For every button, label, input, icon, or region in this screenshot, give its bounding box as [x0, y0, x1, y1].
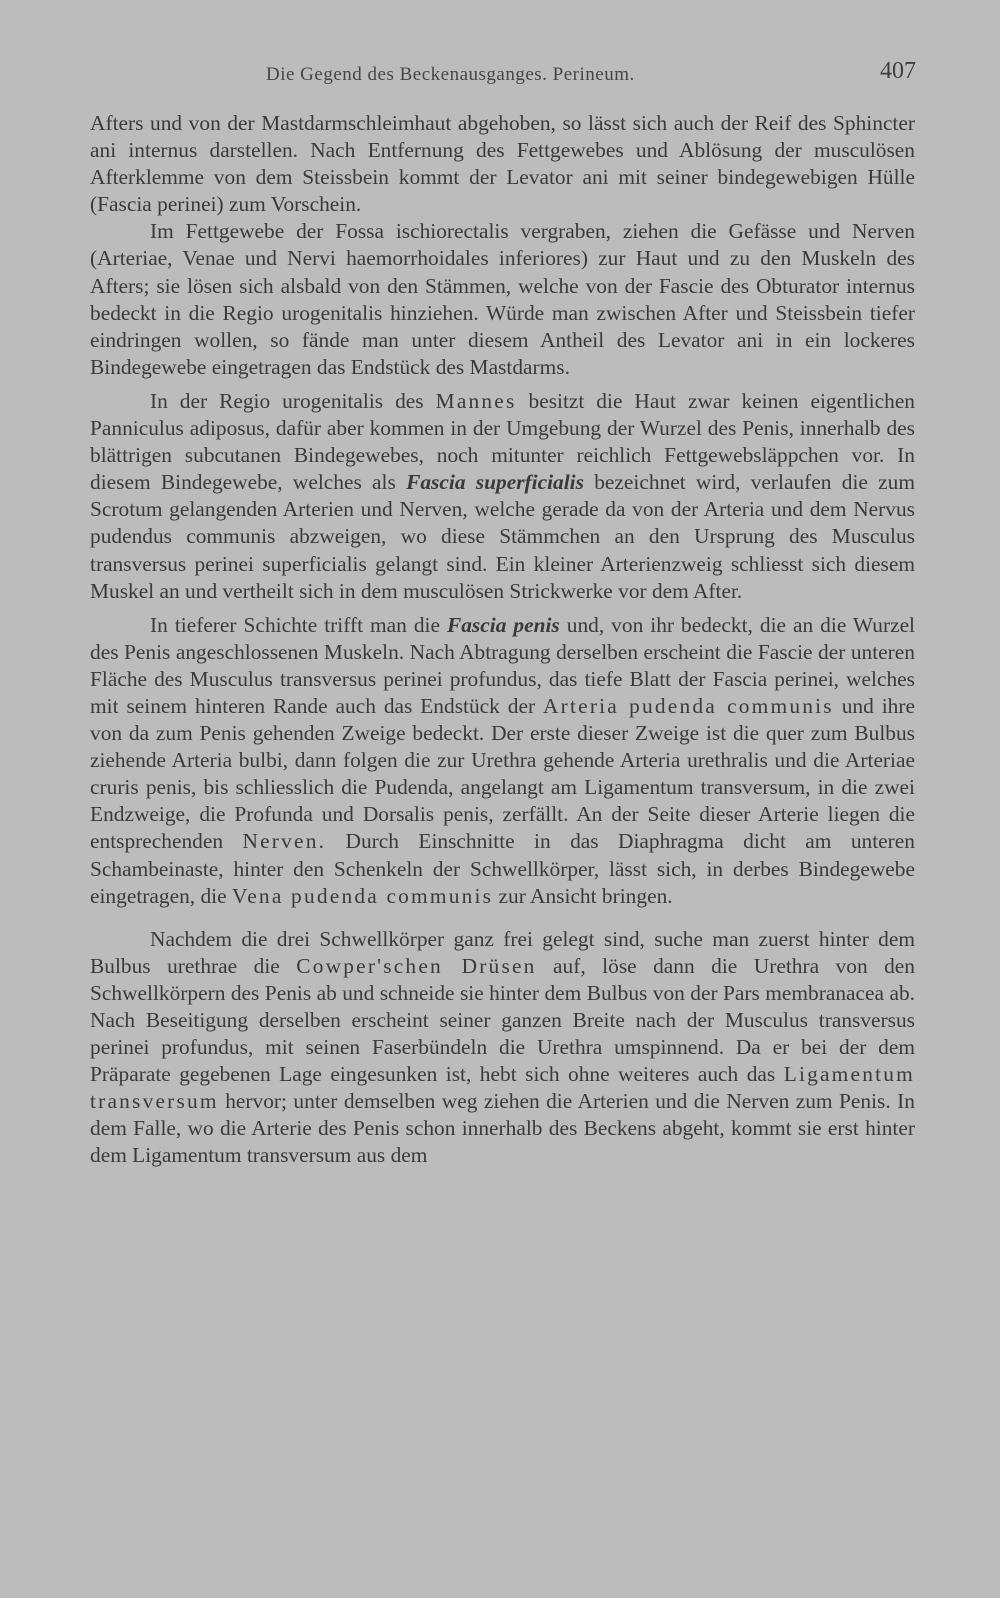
paragraph-3	[90, 388, 915, 605]
text-run: In tieferer Schichte trifft man die	[150, 612, 447, 637]
text-run: Nachdem die drei Schwellkörper ganz frei gelegt sind, suche man zuerst hinter dem Bulbus urethrae die	[90, 926, 915, 978]
text-run: auf, löse dann die Urethra von den Schwellkörpern des Penis ab und schneide sie hinter dem Bulbus von der Pars membranacea ab. Nach Beseitigung derselben erscheint seiner ganzen Breite nach der Musculus transversus perinei profundus, mit seinen Faserbündeln die Urethra umspinnend. Da er bei der dem Präparate gegebenen Lage eingesunken ist, hebt sich ohne weiteres auch das	[90, 953, 915, 1087]
text-run: und ihre von da zum Penis gehenden Zweige bedeckt. Der erste dieser Zweige ist die quer zum Bulbus ziehende Arteria bulbi, dann folgen die zur Urethra gehende Arteria urethralis und die Arteriae cruris penis, bis schliesslich die Pudenda, angelangt am Ligamentum transversum, in die zwei Endzweige, die Profunda und Dorsalis penis, zerfällt. An der Seite dieser Arterie liegen die entsprechenden	[90, 693, 915, 854]
spaced-term: Nerven.	[242, 829, 327, 854]
spaced-term: Mannes	[435, 388, 517, 413]
text-run: bezeichnet wird, verlaufen die zum Scrotum gelangenden Arterien und Nerven, welche gerade da von der Arteria und dem Nervus pudendus communis abzweigen, wo diese Stämmchen an den Ursprung des Musculus transversus perinei superficialis gelangt sind. Ein kleiner Arterienzweig schliesst sich diesem Muskel an und vertheilt sich in dem musculösen Strickwerke vor dem After.	[90, 470, 915, 603]
emphasized-term: Fascia superficialis	[406, 470, 584, 495]
spaced-term: Cowper'schen Drüsen	[296, 953, 537, 978]
paragraph-4	[90, 612, 915, 910]
text-run: hervor; unter demselben weg ziehen die Arterien und die Nerven zum Penis. In dem Falle, wo die Arterie des Penis schon innerhalb des Beckens abgeht, kommt sie erst hinter dem Ligamentum transversum aus dem	[90, 1089, 915, 1168]
text-run: In der Regio urogenitalis des	[150, 388, 436, 413]
paragraph-1	[90, 110, 915, 218]
paragraph-5	[90, 926, 915, 1170]
body-text	[90, 110, 915, 1170]
text-run: Im Fettgewebe der Fossa ischiorectalis vergraben, ziehen die Gefässe und Nerven (Arteriae, Venae und Nervi haemorrhoidales inferiores) zur Haut und zu den Muskeln des Afters; sie lösen sich alsbald von den Stämmen, welche von der Fascie des Obturator internus bedeckt in die Regio urogenitalis hinziehen. Würde man zwischen After und Steissbein tiefer eindringen wollen, so fände man unter diesem Antheil des Levator ani in ein lockeres Bindegewebe eingetragen das Endstück des Mastdarms.	[90, 219, 915, 379]
spaced-term: Vena pudenda communis	[231, 883, 494, 908]
text-run: Durch Einschnitte in das Diaphragma dicht am unteren Schambeinaste, hinter den Schenkeln der Schwellkörper, lässt sich, in derbes Bindegewebe eingetragen, die	[90, 829, 915, 908]
paragraph-2	[90, 218, 915, 381]
text-run: Afters und von der Mastdarmschleimhaut abgehoben, so lässt sich auch der Reif des Sphincter ani internus darstellen. Nach Entfernung des Fettgewebes und Ablösung der musculösen Afterklemme von dem Steissbein kommt der Levator ani mit seiner bindegewebigen Hülle (Fascia perinei) zum Vorschein.	[90, 111, 915, 217]
running-head: Die Gegend des Beckenausganges. Perineum.	[266, 64, 635, 85]
page-number: 407	[880, 58, 916, 84]
spaced-term: Ligamentum transversum	[90, 1062, 915, 1114]
page-header	[90, 58, 916, 88]
text-run: und, von ihr bedeckt, die an die Wurzel des Penis angeschlossenen Muskeln. Nach Abtragung derselben erscheint die Fascie der unteren Fläche des Musculus transversus perinei profundus, das tiefe Blatt der Fascia perinei, welches mit seinem hinteren Rande auch das Endstück der	[90, 612, 916, 718]
emphasized-term: Fascia penis	[446, 612, 560, 637]
spaced-term: Arteria pudenda communis	[543, 693, 834, 718]
text-run: besitzt die Haut zwar keinen eigentlichen Panniculus adiposus, dafür aber kommen in der Umgebung der Wurzel des Penis, innerhalb des blättrigen subcutanen Bindegewebes, noch mitunter reichlich Fettgewebsläppchen vor. In diesem Bindegewebe, welches als	[90, 388, 916, 495]
text-run: zur Ansicht bringen.	[493, 883, 673, 908]
